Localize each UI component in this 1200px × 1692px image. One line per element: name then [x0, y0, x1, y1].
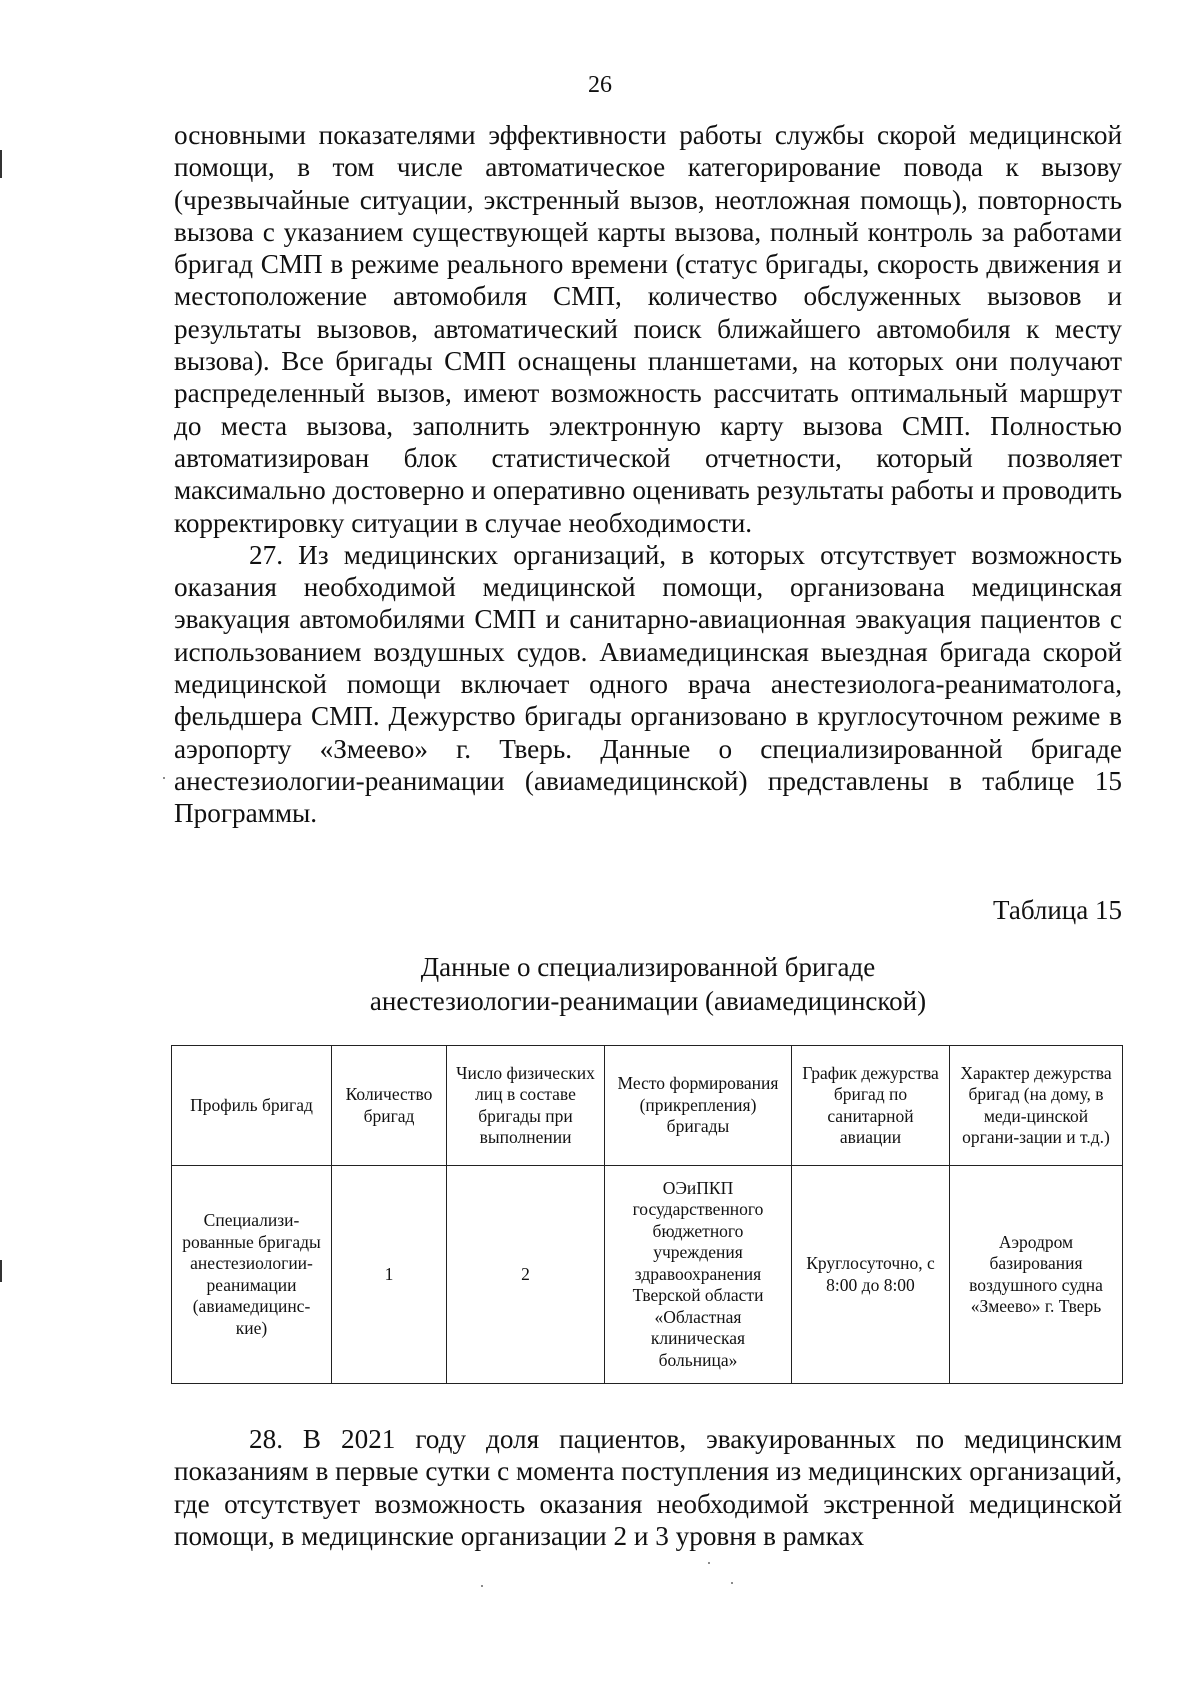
cell-duty-type: Аэродром базирования воздушного судна «Змеево» г. Тверь [950, 1166, 1123, 1384]
cell-duty-schedule: Круглосуточно, с 8:00 до 8:00 [792, 1166, 950, 1384]
header-brigade-count: Количество бригад [332, 1046, 447, 1166]
header-duty-schedule: График дежурства бригад по санитарной авиации [792, 1046, 950, 1166]
brigade-data-table [171, 1045, 1123, 1384]
table-row [172, 1166, 1123, 1384]
cell-formation-place: ОЭиПКП государственного бюджетного учреждения здравоохранения Тверской области «Областная клиническая больница» [605, 1166, 792, 1384]
header-formation-place: Место формирования (прикрепления) бригады [605, 1046, 792, 1166]
table-title [174, 950, 1122, 1018]
cell-brigade-profile: Специализи-рованные бригады анестезиологии-реанимации (авиамедицинс-кие) [172, 1166, 332, 1384]
cell-brigade-count: 1 [332, 1166, 447, 1384]
header-duty-type: Характер дежурства бригад (на дому, в меди-цинской органи-зации и т.д.) [950, 1046, 1123, 1166]
table-title-line-1: Данные о специализированной бригаде [420, 952, 876, 982]
paragraph-28: 28. В 2021 году доля пациентов, эвакуированных по медицинским показаниям в первые сутки с момента поступления из медицинских организаций, где отсутствует возможность оказания необходимой экстренной медицинской помощи, в медицинские организации 2 и 3 уровня в рамках [174, 1424, 1122, 1551]
scan-speck [708, 1562, 710, 1564]
scan-edge-mark [0, 150, 2, 178]
body-text-bottom [174, 1423, 1122, 1552]
table-title-line-2: анестезиологии-реанимации (авиамедицинской) [369, 986, 927, 1016]
paragraph-27: 27. Из медицинских организаций, в которых отсутствует возможность оказания необходимой медицинской помощи, организована медицинская эвакуация автомобилями СМП и санитарно-авиационная эвакуация пациентов с использованием воздушных судов. Авиамедицинская выездная бригада скорой медицинской помощи включает одного врача анестезиолога-реаниматолога, фельдшера СМП. Дежурство бригады организовано в круглосуточном режиме в аэропорту «Змеево» г. Тверь. Данные о специализированной бригаде анестезиологии-реанимации (авиамедицинской) представлены в таблице 15 Программы. [174, 539, 1122, 829]
page-number: 26 [588, 72, 612, 98]
header-brigade-profile: Профиль бригад [172, 1046, 332, 1166]
cell-staff-count: 2 [447, 1166, 605, 1384]
scan-speck [731, 1582, 733, 1584]
scan-speck [163, 777, 165, 779]
table-caption: Таблица 15 [993, 895, 1122, 925]
body-text-top [174, 119, 1122, 830]
paragraph-continuation: основными показателями эффективности работы службы скорой медицинской помощи, в том числе автоматическое категорирование повода к вызову (чрезвычайные ситуации, экстренный вызов, неотложная помощь), повторность вызова с указанием существующей карты вызова, полный контроль за работами бригад СМП в режиме реального времени (статус бригады, скорость движения и местоположение автомобиля СМП, количество обслуженных вызовов и результаты вызовов, автоматический поиск ближайшего автомобиля к месту вызова). Все бригады СМП оснащены планшетами, на которых они получают распределенный вызов, имеют возможность рассчитать оптимальный маршрут до места вызова, заполнить электронную карту вызова СМП. Полностью автоматизирован блок статистической отчетности, который позволяет максимально достоверно и оперативно оценивать результаты работы и проводить корректировку ситуации в случае необходимости. [174, 120, 1122, 538]
table-header-row [172, 1046, 1123, 1166]
scan-speck [481, 1585, 483, 1587]
scan-edge-mark [0, 1260, 2, 1282]
header-staff-count: Число физических лиц в составе бригады при выполнении [447, 1046, 605, 1166]
